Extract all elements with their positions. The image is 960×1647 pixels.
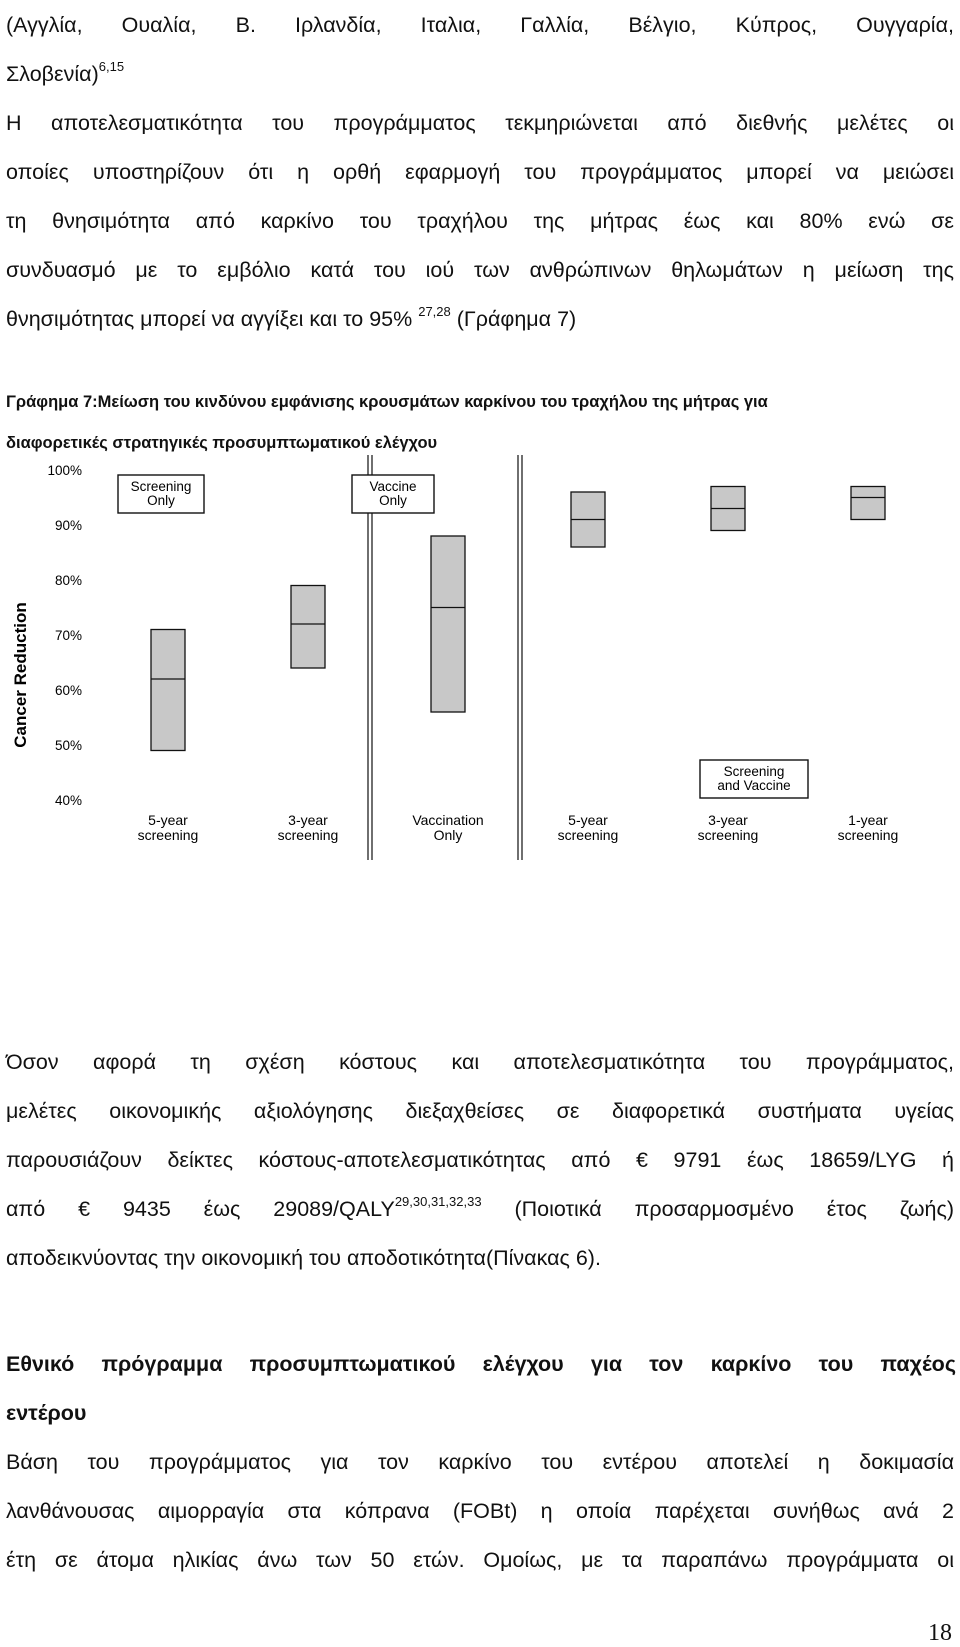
text-line: τη θνησιμότητα από καρκίνο του τραχήλου της μήτρας έως και 80% ενώ σε xyxy=(6,209,954,233)
caption-line: διαφορετικές στρατηγικές προσυμπτωματικού ελέγχου xyxy=(6,434,438,452)
citation: 6,15 xyxy=(98,59,125,74)
colon-program-paragraph xyxy=(6,1438,954,1585)
text-line: από € 9435 έως 29089/QALY$^{29,30,31,32,33}$ (Ποιοτικά προσαρμοσμένο έτος ζωής) xyxy=(6,1194,954,1221)
page-number: 18 xyxy=(928,1620,952,1646)
x-tick-label: Vaccination xyxy=(412,812,484,828)
y-axis-ticks xyxy=(47,463,82,808)
x-tick-label: screening xyxy=(697,827,759,843)
x-tick-label: Only xyxy=(433,827,463,843)
text-line: θνησιμότητας μπορεί να αγγίξει και το 95% $^{27,28}$ (Γράφημα 7) xyxy=(6,304,577,331)
range-box xyxy=(291,586,325,669)
heading-line: Εθνικό πρόγραμμα προσυμπτωματικού ελέγχου για τον καρκίνο του παχέος xyxy=(6,1352,956,1376)
y-tick-label: 60% xyxy=(54,683,82,698)
text-line: λανθάνουσας αιμορραγία στα κόπρανα (FOBt) η οποία παρέχεται συνήθως ανά 2 xyxy=(6,1499,954,1523)
text-line: παρουσιάζουν δείκτες κόστους-αποτελεσματικότητας από € 9791 έως 18659/LYG ή xyxy=(6,1148,954,1172)
group-label: Only xyxy=(379,493,407,508)
text-line: έτη σε άτομα ηλικίας άνω των 50 ετών. Ομοίως, με τα παραπάνω προγράμματα οι xyxy=(6,1548,954,1572)
section-heading xyxy=(6,1340,956,1438)
text-line: συνδυασμό με το εμβόλιο κατά του ιού των ανθρώπινων θηλωμάτων η μείωση της xyxy=(6,258,954,282)
y-tick-label: 70% xyxy=(54,628,82,643)
y-tick-label: 80% xyxy=(54,573,82,588)
intro-paragraph xyxy=(6,1,954,344)
group-label: and Vaccine xyxy=(717,778,791,793)
text-line: οποίες υποστηρίζουν ότι η ορθή εφαρμογή του προγράμματος μπορεί να μειώσει xyxy=(6,160,954,184)
citation: 29,30,31,32,33 xyxy=(394,1194,482,1209)
group-label: Screening xyxy=(723,764,785,779)
y-tick-label: 40% xyxy=(54,793,82,808)
x-tick-label: 1-year xyxy=(848,812,888,828)
text-line: Η αποτελεσματικότητα του προγράμματος τεκμηριώνεται από διεθνής μελέτες οι xyxy=(6,111,954,135)
text-line: Σλοβενία)$^{6,15}$ xyxy=(6,59,125,86)
y-tick-label: 50% xyxy=(54,738,82,753)
range-box xyxy=(151,630,185,751)
text-line: (Αγγλία, Ουαλία, Β. Ιρλανδία, Ιταλια, Γαλλία, Βέλγιο, Κύπρος, Ουγγαρία, xyxy=(6,13,954,37)
caption-line: Γράφημα 7:Μείωση του κινδύνου εμφάνισης κρουσμάτων καρκίνου του τραχήλου της μήτρας για xyxy=(6,393,768,411)
text-line: Βάση του προγράμματος για τον καρκίνο του εντέρου αποτελεί η δοκιμασία xyxy=(6,1450,954,1474)
x-tick-label: screening xyxy=(277,827,339,843)
text-line: Όσον αφορά τη σχέση κόστους και αποτελεσματικότητα του προγράμματος, xyxy=(6,1050,954,1074)
x-tick-label: screening xyxy=(837,827,899,843)
cost-effectiveness-paragraph xyxy=(6,1038,954,1283)
text-line: αποδεικνύοντας την οικονομική του αποδοτικότητα(Πίνακας 6). xyxy=(6,1246,601,1270)
heading-line: εντέρου xyxy=(6,1401,87,1425)
x-tick-label: 3-year xyxy=(708,812,748,828)
citation: 27,28 xyxy=(418,304,451,319)
x-tick-label: screening xyxy=(557,827,619,843)
y-tick-label: 90% xyxy=(54,518,82,533)
y-axis-label: Cancer Reduction xyxy=(11,602,30,748)
y-tick-label: 100% xyxy=(47,463,82,478)
x-tick-label: screening xyxy=(137,827,199,843)
x-tick-label: 3-year xyxy=(288,812,328,828)
x-tick-label: 5-year xyxy=(148,812,188,828)
group-label: Vaccine xyxy=(369,479,417,494)
range-box xyxy=(431,536,465,712)
x-tick-label: 5-year xyxy=(568,812,608,828)
text-line: μελέτες οικονομικής αξιολόγησης διεξαχθείσες σε διαφορετικά συστήματα υγείας xyxy=(6,1099,954,1123)
group-label: Screening xyxy=(130,479,192,494)
range-box xyxy=(851,487,885,520)
group-label: Only xyxy=(147,493,175,508)
box-chart xyxy=(0,450,960,910)
